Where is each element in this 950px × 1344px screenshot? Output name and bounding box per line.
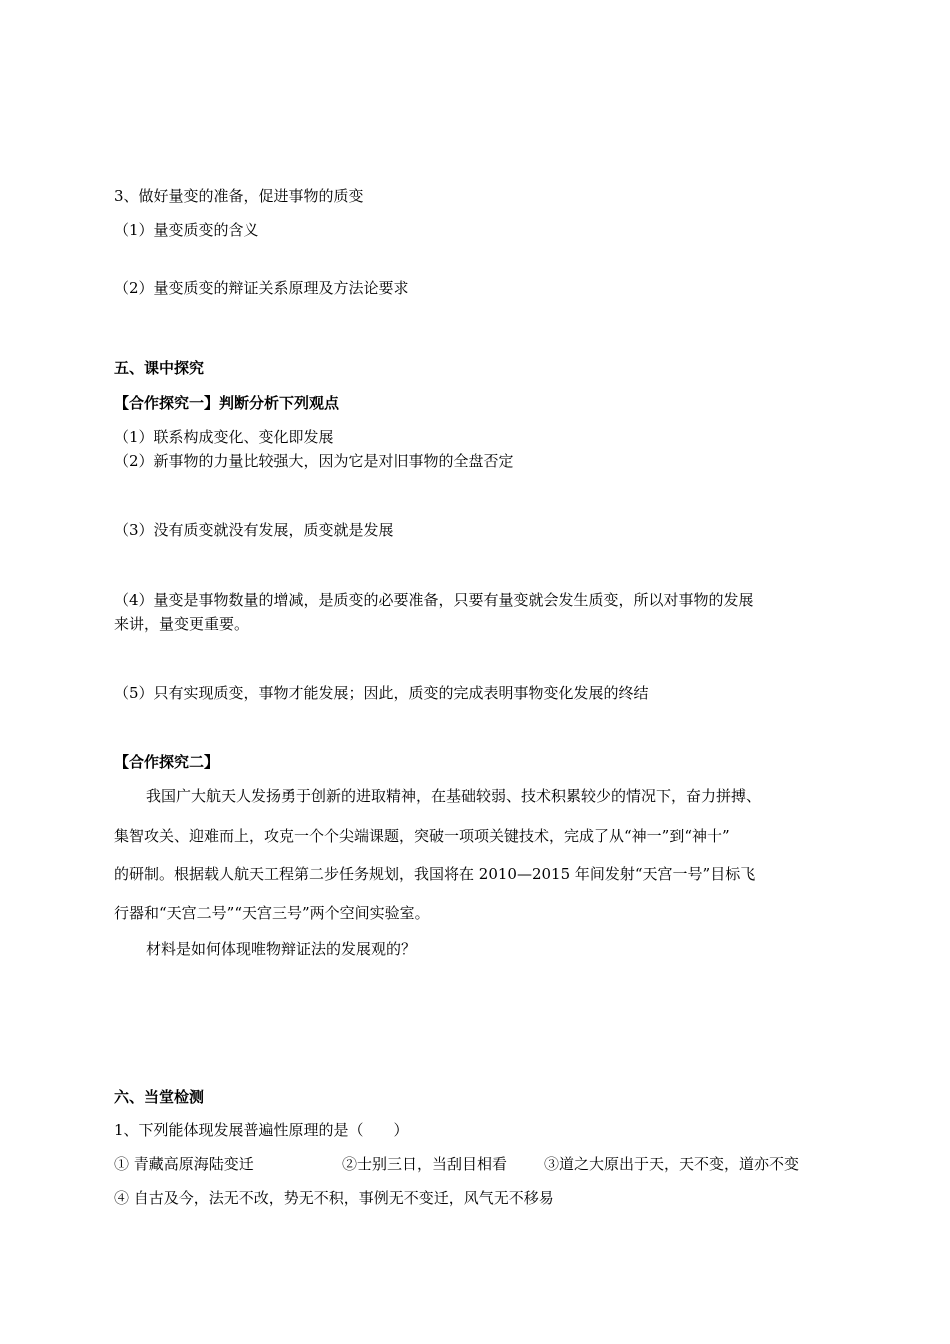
explore2-paragraph-line-2: 集智攻关、迎难而上，攻克一个个尖端课题，突破一项项关键技术，完成了从“神一”到“神十” (114, 827, 730, 845)
section6-q1-option-2: ②士别三日，当刮目相看 (342, 1155, 508, 1173)
explore1-item-1: （1）联系构成变化、变化即发展 (114, 428, 334, 446)
section6-q1-option-4: ④ 自古及今，法无不改，势无不积，事例无不变迁，风气无不移易 (114, 1189, 554, 1207)
explore2-title: 【合作探究二】 (114, 753, 220, 771)
explore1-item-5: （5）只有实现质变，事物才能发展；因此，质变的完成表明事物变化发展的终结 (114, 684, 649, 702)
explore2-question: 材料是如何体现唯物辩证法的发展观的？ (146, 940, 417, 958)
section3-q1: （1）量变质变的含义 (114, 221, 259, 239)
explore2-paragraph-line-1: 我国广大航天人发扬勇于创新的进取精神，在基础较弱、技术积累较少的情况下，奋力拼搏、 (146, 787, 762, 805)
explore1-item-2: （2）新事物的力量比较强大，因为它是对旧事物的全盘否定 (114, 452, 514, 470)
explore1-item-4: （4）量变是事物数量的增减，是质变的必要准备，只要有量变就会发生质变，所以对事物的发展 (114, 591, 754, 609)
explore2-paragraph-line-4: 行器和“天宫二号”“天宫三号”两个空间实验室。 (114, 904, 430, 922)
explore2-paragraph-line-3: 的研制。根据载人航天工程第二步任务规划，我国将在 2010—2015 年间发射“天宫一号”目标飞 (114, 865, 756, 883)
section6-q1-option-3: ③道之大原出于天，天不变，道亦不变 (544, 1155, 800, 1173)
section5-heading: 五、课中探究 (114, 359, 205, 377)
section6-q1-stem: 1、下列能体现发展普遍性原理的是（ ） (114, 1121, 409, 1139)
section6-heading: 六、当堂检测 (114, 1088, 205, 1106)
section6-q1-option-1: ① 青藏高原海陆变迁 (114, 1155, 254, 1173)
section3-title: 3、做好量变的准备，促进事物的质变 (114, 187, 364, 205)
section3-q2: （2）量变质变的辩证关系原理及方法论要求 (114, 279, 409, 297)
explore1-title: 【合作探究一】判断分析下列观点 (114, 394, 340, 412)
explore1-item-4-cont: 来讲，量变更重要。 (114, 615, 250, 633)
explore1-item-3: （3）没有质变就没有发展，质变就是发展 (114, 521, 394, 539)
